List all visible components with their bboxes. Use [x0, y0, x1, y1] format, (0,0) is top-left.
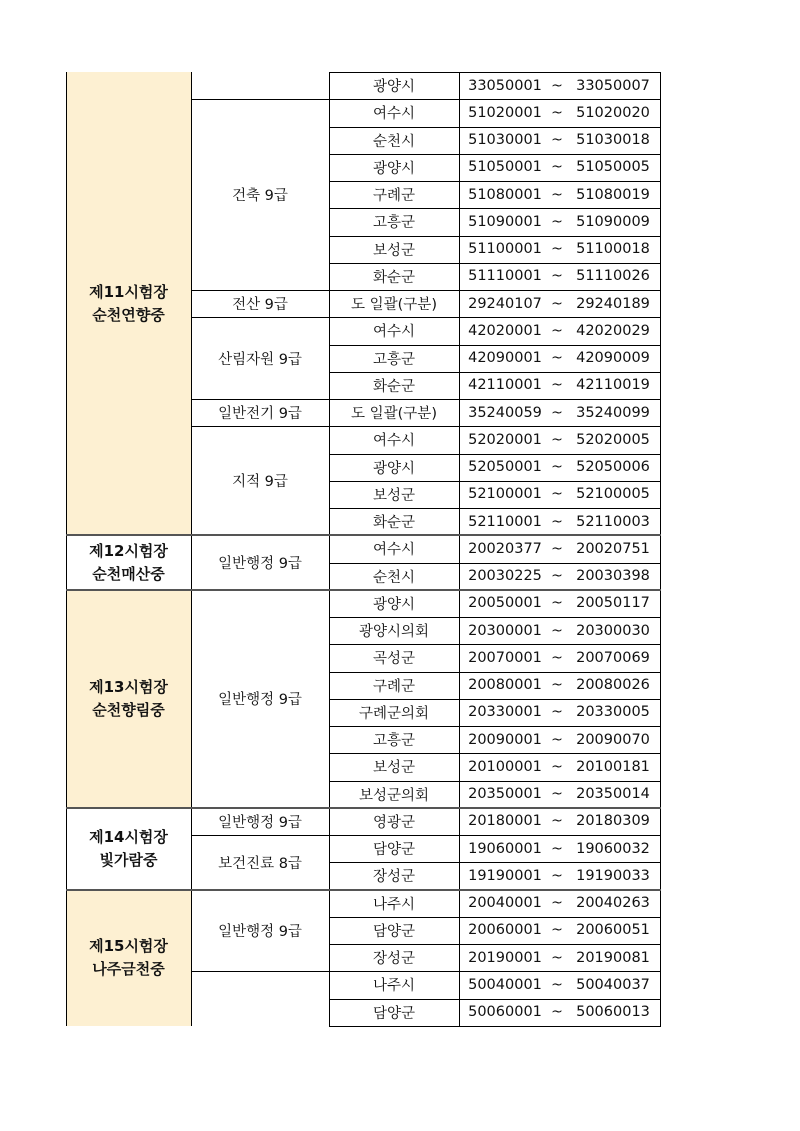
- exam-number-start: 33050001: [468, 77, 542, 94]
- grid-line-horizontal: [329, 862, 661, 863]
- venue-name-cell: [66, 590, 191, 808]
- category-cell: 건축 9급: [232, 188, 288, 205]
- grid-line-vertical: [660, 72, 661, 1026]
- grid-line-horizontal: [329, 345, 661, 346]
- range-tilde: ~: [551, 104, 563, 121]
- exam-number-start: 20070001: [468, 649, 542, 666]
- category-cell: 일반행정 9급: [218, 692, 302, 709]
- category-cell: 전산 9급: [232, 297, 288, 314]
- exam-number-end: 52050006: [576, 459, 650, 476]
- region-cell: 보성군: [372, 760, 416, 777]
- exam-number-start: 51090001: [468, 213, 542, 230]
- region-cell: 나주시: [372, 896, 416, 913]
- grid-line-horizontal: [191, 399, 661, 400]
- range-tilde: ~: [551, 786, 563, 803]
- exam-number-start: 51020001: [468, 104, 542, 121]
- exam-number-end: 29240189: [576, 295, 650, 312]
- region-cell: 화순군: [372, 515, 416, 532]
- exam-number-start: 51050001: [468, 159, 542, 176]
- grid-line-horizontal: [329, 699, 661, 700]
- range-tilde: ~: [551, 949, 563, 966]
- range-tilde: ~: [551, 404, 563, 421]
- venue-name-cell: [66, 72, 191, 535]
- exam-number-end: 20040263: [576, 895, 650, 912]
- exam-number-start: 19060001: [468, 840, 542, 857]
- exam-number-end: 51030018: [576, 132, 650, 149]
- region-cell: 고흥군: [372, 733, 416, 750]
- range-tilde: ~: [551, 186, 563, 203]
- grid-line-horizontal: [329, 127, 661, 128]
- exam-number-start: 52100001: [468, 486, 542, 503]
- range-tilde: ~: [551, 677, 563, 694]
- range-tilde: ~: [551, 295, 563, 312]
- grid-line-vertical: [191, 72, 192, 1026]
- region-cell: 여수시: [372, 433, 416, 450]
- grid-line-horizontal: [329, 726, 661, 727]
- venue-school-line2: 빛가람중: [99, 850, 158, 869]
- exam-number-end: 42020029: [576, 322, 650, 339]
- grid-line-horizontal: [329, 454, 661, 455]
- exam-number-end: 20100181: [576, 758, 650, 775]
- exam-number-end: 51020020: [576, 104, 650, 121]
- range-tilde: ~: [551, 595, 563, 612]
- exam-number-end: 52100005: [576, 486, 650, 503]
- exam-number-start: 51030001: [468, 132, 542, 149]
- venue-separator-line: [66, 889, 661, 891]
- grid-line-horizontal: [329, 781, 661, 782]
- range-tilde: ~: [551, 622, 563, 639]
- venue-school-line2: 순천연향중: [92, 305, 165, 324]
- grid-line-bottom: [329, 1026, 661, 1027]
- exam-number-start: 50040001: [468, 976, 542, 993]
- range-tilde: ~: [551, 758, 563, 775]
- region-cell: 광양시: [372, 160, 416, 177]
- region-cell: 고흥군: [372, 215, 416, 232]
- grid-line-horizontal: [329, 372, 661, 373]
- exam-number-end: 20090070: [576, 731, 650, 748]
- grid-line-top: [329, 72, 661, 73]
- grid-line-horizontal: [329, 944, 661, 945]
- region-cell: 보성군의회: [358, 787, 430, 804]
- venue-name-line1: 제11시험장: [89, 282, 168, 301]
- exam-number-start: 20300001: [468, 622, 542, 639]
- range-tilde: ~: [551, 213, 563, 230]
- venue-school-line2: 나주금천중: [92, 959, 165, 978]
- venue-name-cell: [66, 808, 191, 890]
- exam-number-start: 51110001: [468, 268, 542, 285]
- range-tilde: ~: [551, 649, 563, 666]
- exam-number-start: 20090001: [468, 731, 542, 748]
- region-cell: 담양군: [372, 842, 416, 859]
- range-tilde: ~: [551, 377, 563, 394]
- exam-number-end: 20080026: [576, 677, 650, 694]
- exam-number-end: 35240099: [576, 404, 650, 421]
- exam-number-end: 20020751: [576, 540, 650, 557]
- grid-line-horizontal: [329, 917, 661, 918]
- region-cell: 광양시: [372, 79, 416, 96]
- grid-line-vertical: [66, 72, 67, 1026]
- grid-line-horizontal: [329, 154, 661, 155]
- exam-number-start: 20350001: [468, 786, 542, 803]
- exam-number-end: 20300030: [576, 622, 650, 639]
- exam-number-end: 51050005: [576, 159, 650, 176]
- exam-number-start: 20190001: [468, 949, 542, 966]
- category-cell: 일반전기 9급: [218, 406, 302, 423]
- venue-name-cell: [66, 890, 191, 1026]
- exam-number-start: 20330001: [468, 704, 542, 721]
- region-cell: 도 일괄(구분): [351, 406, 437, 423]
- category-cell: 일반행정 9급: [218, 814, 302, 831]
- exam-number-start: 52110001: [468, 513, 542, 530]
- region-cell: 장성군: [372, 951, 416, 968]
- venue-name-line1: 제15시험장: [89, 936, 168, 955]
- venue-school-line2: 순천향림중: [92, 700, 165, 719]
- exam-number-end: 20190081: [576, 949, 650, 966]
- grid-line-horizontal: [329, 208, 661, 209]
- grid-line-horizontal: [191, 971, 661, 972]
- range-tilde: ~: [551, 513, 563, 530]
- region-cell: 구례군의회: [358, 705, 430, 722]
- exam-number-start: 35240059: [468, 404, 542, 421]
- grid-line-horizontal: [329, 181, 661, 182]
- region-cell: 고흥군: [372, 351, 416, 368]
- exam-number-start: 51100001: [468, 241, 542, 258]
- category-cell: 일반행정 9급: [218, 556, 302, 572]
- grid-line-horizontal: [329, 999, 661, 1000]
- range-tilde: ~: [551, 159, 563, 176]
- venue-separator-line: [66, 534, 661, 536]
- region-cell: 화순군: [372, 269, 416, 286]
- grid-line-horizontal: [329, 563, 661, 564]
- exam-number-start: 50060001: [468, 1004, 542, 1021]
- exam-number-end: 20060051: [576, 922, 650, 939]
- exam-number-start: 19190001: [468, 867, 542, 884]
- exam-number-start: 20020377: [468, 540, 542, 557]
- exam-number-end: 20180309: [576, 813, 650, 830]
- exam-number-end: 51090009: [576, 213, 650, 230]
- exam-number-start: 20180001: [468, 813, 542, 830]
- range-tilde: ~: [551, 540, 563, 557]
- range-tilde: ~: [551, 322, 563, 339]
- region-cell: 광양시: [372, 460, 416, 477]
- exam-number-end: 50060013: [576, 1004, 650, 1021]
- grid-line-horizontal: [329, 753, 661, 754]
- range-tilde: ~: [551, 77, 563, 94]
- region-cell: 화순군: [372, 378, 416, 395]
- venue-name-line1: 제12시험장: [89, 541, 168, 560]
- region-cell: 구례군: [372, 188, 416, 205]
- venue-separator-line: [66, 807, 661, 809]
- region-cell: 담양군: [372, 1005, 416, 1022]
- exam-number-start: 42110001: [468, 377, 542, 394]
- region-cell: 도 일괄(구분): [351, 297, 437, 314]
- range-tilde: ~: [551, 840, 563, 857]
- grid-line-horizontal: [329, 672, 661, 673]
- venue-separator-line: [66, 589, 661, 591]
- exam-number-end: 20330005: [576, 704, 650, 721]
- exam-number-start: 52050001: [468, 459, 542, 476]
- exam-number-end: 20050117: [576, 595, 650, 612]
- exam-number-end: 20350014: [576, 786, 650, 803]
- exam-number-end: 20070069: [576, 649, 650, 666]
- exam-number-end: 42090009: [576, 350, 650, 367]
- grid-line-horizontal: [329, 644, 661, 645]
- exam-number-start: 20100001: [468, 758, 542, 775]
- grid-line-horizontal: [191, 99, 661, 100]
- range-tilde: ~: [551, 922, 563, 939]
- category-cell: 지적 9급: [232, 474, 288, 491]
- region-cell: 영광군: [372, 814, 416, 831]
- range-tilde: ~: [551, 704, 563, 721]
- venue-name-line1: 제13시험장: [89, 677, 168, 696]
- venue-name-line1: 제14시험장: [89, 827, 168, 846]
- range-tilde: ~: [551, 867, 563, 884]
- range-tilde: ~: [551, 731, 563, 748]
- exam-number-start: 29240107: [468, 295, 542, 312]
- region-cell: 담양군: [372, 923, 416, 940]
- exam-number-start: 20050001: [468, 595, 542, 612]
- region-cell: 광양시의회: [358, 624, 430, 641]
- region-cell: 보성군: [372, 487, 416, 504]
- exam-number-start: 20080001: [468, 677, 542, 694]
- exam-number-end: 50040037: [576, 976, 650, 993]
- category-cell: 일반행정 9급: [218, 923, 302, 940]
- grid-line-vertical: [459, 72, 460, 1026]
- exam-number-end: 52110003: [576, 513, 650, 530]
- range-tilde: ~: [551, 568, 563, 585]
- range-tilde: ~: [551, 132, 563, 149]
- exam-number-start: 51080001: [468, 186, 542, 203]
- grid-line-horizontal: [191, 317, 661, 318]
- exam-number-start: 42020001: [468, 322, 542, 339]
- region-cell: 여수시: [372, 106, 416, 123]
- range-tilde: ~: [551, 431, 563, 448]
- exam-number-end: 51100018: [576, 241, 650, 258]
- exam-number-end: 20030398: [576, 568, 650, 585]
- grid-line-horizontal: [329, 508, 661, 509]
- region-cell: 보성군: [372, 242, 416, 259]
- range-tilde: ~: [551, 350, 563, 367]
- grid-line-horizontal: [191, 290, 661, 291]
- region-cell: 구례군: [372, 678, 416, 695]
- category-cell: [191, 72, 329, 99]
- region-cell: 여수시: [372, 324, 416, 341]
- range-tilde: ~: [551, 486, 563, 503]
- range-tilde: ~: [551, 1004, 563, 1021]
- range-tilde: ~: [551, 976, 563, 993]
- region-cell: 순천시: [372, 569, 416, 586]
- range-tilde: ~: [551, 895, 563, 912]
- grid-line-horizontal: [191, 835, 661, 836]
- region-cell: 장성군: [372, 869, 416, 886]
- region-cell: 광양시: [372, 596, 416, 613]
- exam-number-end: 33050007: [576, 77, 650, 94]
- venue-name-cell: [66, 535, 191, 590]
- exam-number-start: 42090001: [468, 350, 542, 367]
- range-tilde: ~: [551, 268, 563, 285]
- region-cell: 순천시: [372, 133, 416, 150]
- exam-number-start: 20060001: [468, 922, 542, 939]
- exam-number-end: 51080019: [576, 186, 650, 203]
- category-cell: 산림자원 9급: [218, 351, 302, 368]
- grid-line-vertical: [329, 72, 330, 1026]
- range-tilde: ~: [551, 813, 563, 830]
- category-cell: 보건진료 8급: [218, 855, 302, 872]
- venue-school-line2: 순천매산중: [92, 564, 165, 583]
- exam-number-end: 19060032: [576, 840, 650, 857]
- grid-line-horizontal: [329, 617, 661, 618]
- exam-number-end: 52020005: [576, 431, 650, 448]
- region-cell: 나주시: [372, 978, 416, 995]
- exam-number-end: 19190033: [576, 867, 650, 884]
- exam-number-end: 51110026: [576, 268, 650, 285]
- grid-line-horizontal: [329, 263, 661, 264]
- exam-number-end: 42110019: [576, 377, 650, 394]
- exam-number-start: 52020001: [468, 431, 542, 448]
- range-tilde: ~: [551, 241, 563, 258]
- range-tilde: ~: [551, 459, 563, 476]
- region-cell: 여수시: [372, 542, 416, 559]
- category-cell: [191, 971, 329, 1026]
- grid-line-horizontal: [329, 236, 661, 237]
- exam-number-start: 20030225: [468, 568, 542, 585]
- grid-line-horizontal: [329, 481, 661, 482]
- exam-number-start: 20040001: [468, 895, 542, 912]
- region-cell: 곡성군: [372, 651, 416, 668]
- grid-line-horizontal: [191, 426, 661, 427]
